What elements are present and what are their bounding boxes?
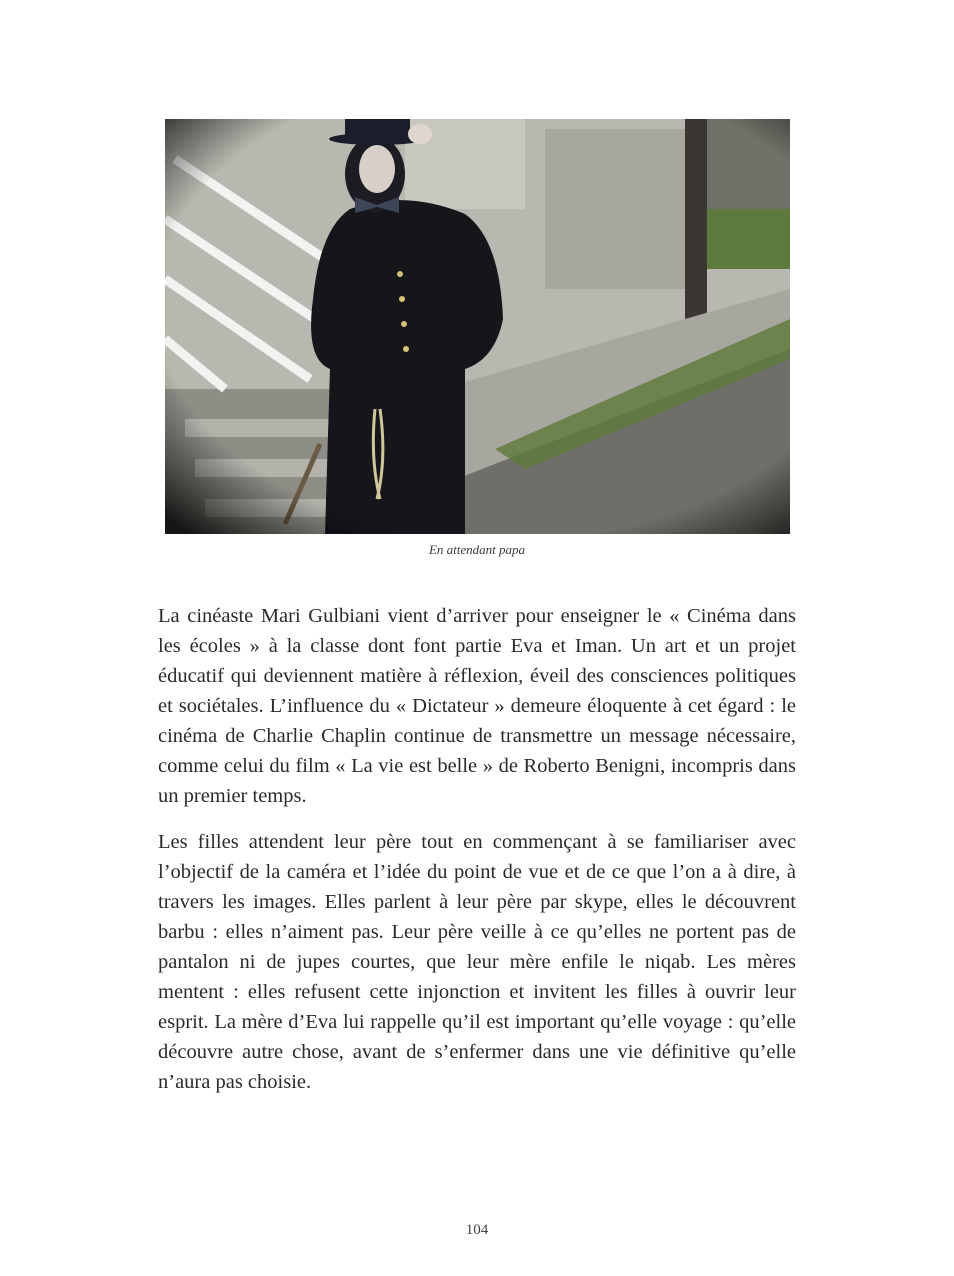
film-still-photo <box>165 119 790 534</box>
film-still-illustration <box>165 119 790 534</box>
paragraph-2: Les filles attendent leur père tout en commençant à se familiariser avec l’objectif de la caméra et l’idée du point de vue et de ce que l’on a à dire, à travers les images. Elles parlent à leur père par skype, elles le découvrent barbu : elles n’aiment pas. Leur père veille à ce qu’elles ne portent pas de pantalon ni de jupes courtes, que leur mère enfile le niqab. Les mères mentent : elles refusent cette injonction et invitent les filles à ouvrir leur esprit. La mère d’Eva lui rappelle qu’il est important qu’elle voyage : qu’elle découvre autre chose, avant de s’enfermer dans une vie définitive qu’elle n’aura pas choisie. <box>158 831 796 1093</box>
page-number: 104 <box>465 1222 489 1238</box>
body-text <box>158 601 796 1113</box>
paragraph-1: La cinéaste Mari Gulbiani vient d’arriver pour enseigner le « Cinéma dans les écoles » à la classe dont font partie Eva et Iman. Un art et un projet éducatif qui deviennent matière à réflexion, éveil des consciences politiques et sociétales. L’influence du « Dictateur » demeure éloquente à cet égard : le cinéma de Charlie Chaplin continue de transmettre un message nécessaire, comme celui du film « La vie est belle » de Roberto Benigni, incompris dans un premier temps. <box>158 605 796 807</box>
figure-caption: En attendant papa <box>428 542 526 557</box>
